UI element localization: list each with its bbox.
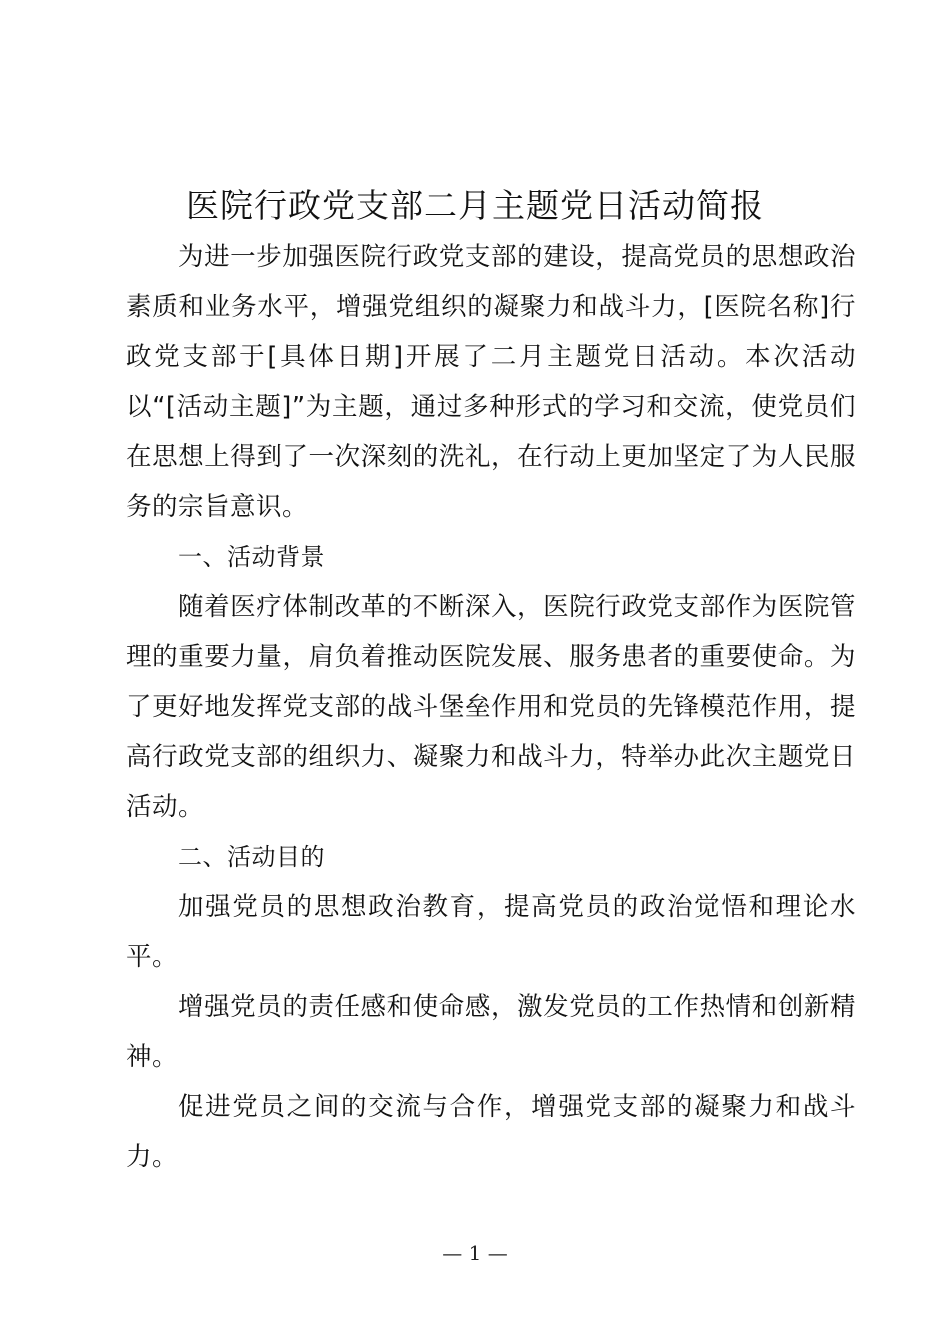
section-heading-background: 一、活动背景 (178, 543, 325, 571)
section-heading-purpose: 二、活动目的 (178, 843, 325, 871)
purpose-item-3: 促进党员之间的交流与合作，增强党支部的凝聚力和战斗力。 (126, 1092, 856, 1172)
intro-paragraph: 为进一步加强医院行政党支部的建设，提高党员的思想政治素质和业务水平，增强党组织的凝聚力和战斗力，[医院名称]行政党支部于[具体日期]开展了二月主题党日活动。本次活动以“[活动主题]”为主题，通过多种形式的学习和交流，使党员们在思想上得到了一次深刻的洗礼，在行动上更加坚定了为人民服务的宗旨意识。 (126, 242, 856, 522)
page-number: — 1 — (442, 1241, 508, 1265)
purpose-item-2: 增强党员的责任感和使命感，激发党员的工作热情和创新精神。 (126, 992, 856, 1072)
purpose-item-1: 加强党员的思想政治教育，提高党员的政治觉悟和理论水平。 (126, 892, 856, 972)
background-paragraph: 随着医疗体制改革的不断深入，医院行政党支部作为医院管理的重要力量，肩负着推动医院发展、服务患者的重要使命。为了更好地发挥党支部的战斗堡垒作用和党员的先锋模范作用，提高行政党支部的组织力、凝聚力和战斗力，特举办此次主题党日活动。 (126, 592, 856, 822)
document-title: 医院行政党支部二月主题党日活动简报 (186, 186, 764, 225)
document-body (126, 232, 856, 1182)
